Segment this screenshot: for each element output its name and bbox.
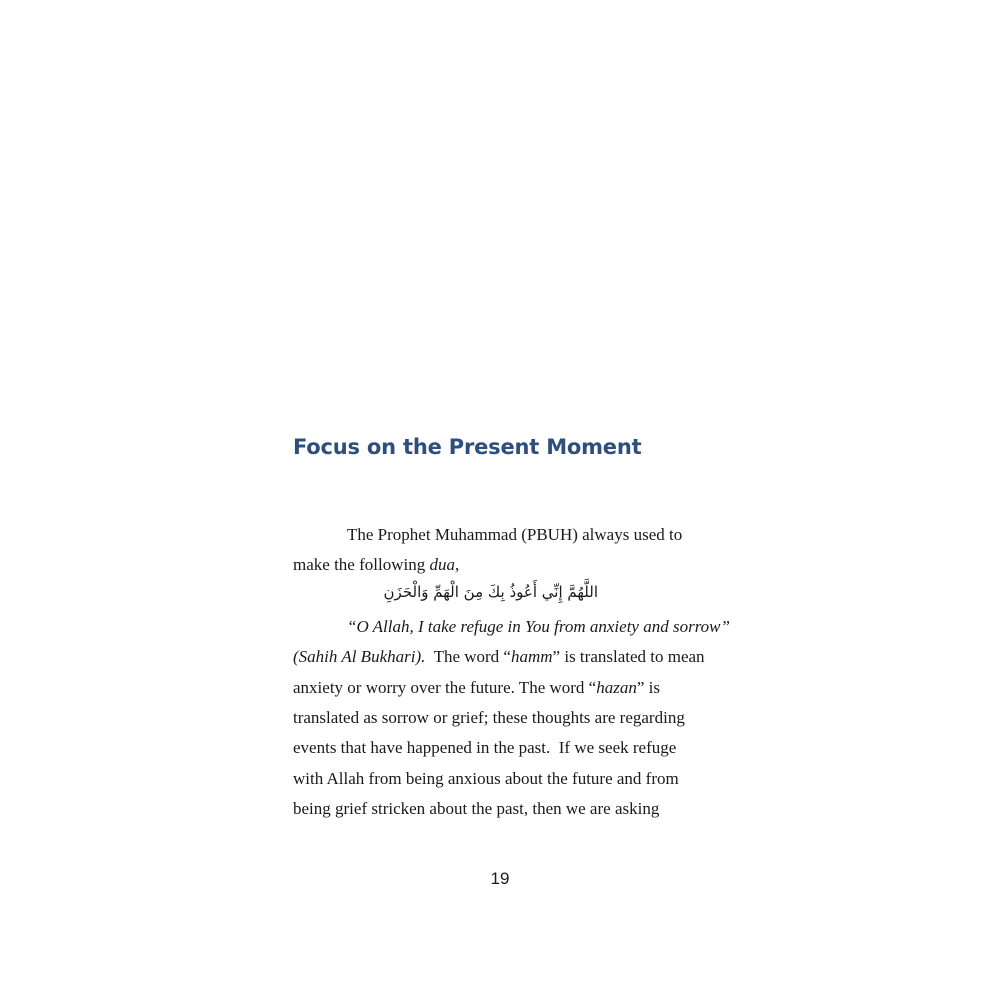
body-line-9: with Allah from being anxious about the future and from — [293, 769, 679, 788]
arabic-dua: اللَّهُمَّ إِنِّي أَعُوذُ بِكَ مِنَ الْهَمِّ وَالْحَزَنِ — [383, 583, 598, 601]
body-line-8: events that have happened in the past. If we seek refuge — [293, 738, 677, 757]
line-6-text-b: ” is — [636, 678, 660, 697]
quote-line — [347, 616, 730, 638]
line-5-text-a: The word “ — [425, 647, 511, 666]
body-line-7: translated as sorrow or grief; these thoughts are regarding — [293, 708, 685, 727]
dua-translation: “O Allah, I take refuge in You from anxiety and sorrow” — [347, 617, 730, 636]
section-heading: Focus on the Present Moment — [293, 435, 642, 459]
page-number: 19 — [490, 869, 510, 888]
line-6-text-a: anxiety or worry over the future. The word “ — [293, 678, 597, 697]
hadith-source: (Sahih Al Bukhari). — [293, 647, 426, 666]
body-line-1: The Prophet Muhammad (PBUH) always used to — [347, 525, 683, 544]
hazan-term: hazan — [596, 678, 637, 697]
line-5-text-b: ” is translated to mean — [552, 647, 705, 666]
body-line-6 — [293, 677, 660, 699]
body-line-2 — [293, 554, 459, 576]
dua-term: dua — [429, 555, 455, 574]
hamm-term: hamm — [510, 647, 553, 666]
line-2-comma: , — [454, 555, 460, 574]
line-2-text: make the following — [293, 555, 430, 574]
body-line-10: being grief stricken about the past, then we are asking — [293, 799, 660, 818]
body-line-5 — [293, 646, 705, 668]
